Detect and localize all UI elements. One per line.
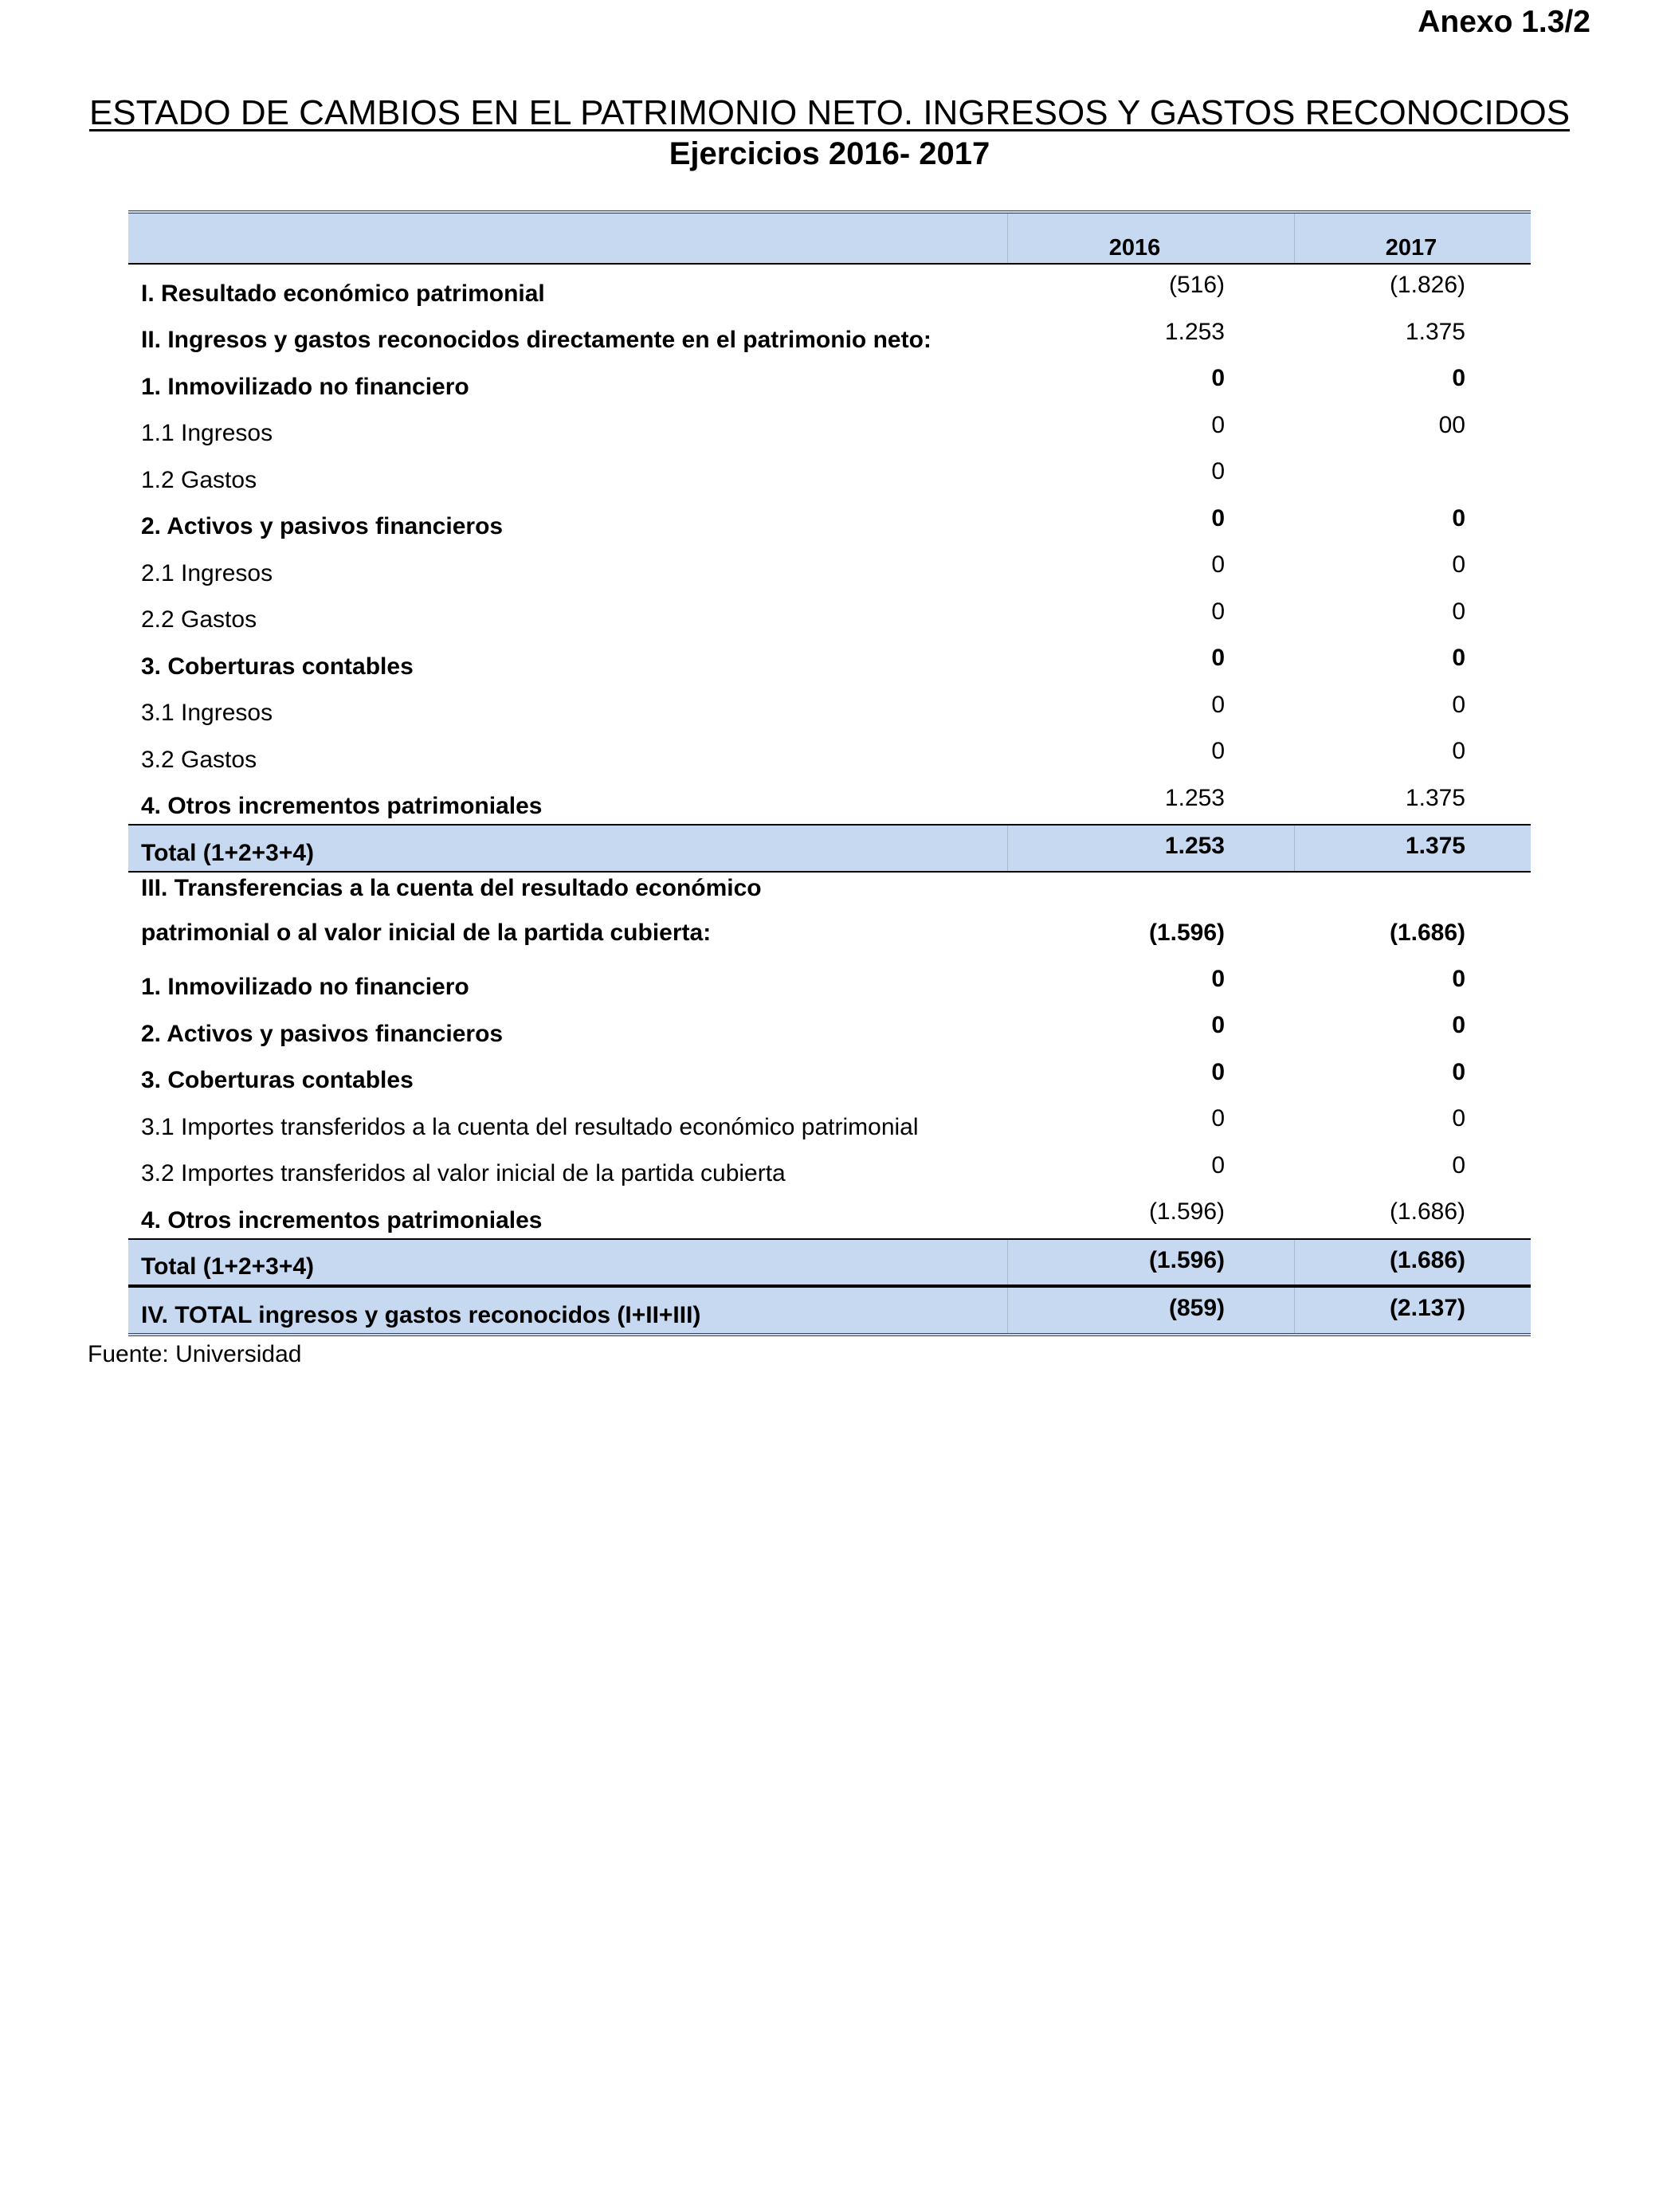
table-row	[128, 1052, 1531, 1099]
value-2017: 00	[1438, 411, 1465, 438]
row-label: I. Resultado económico patrimonial	[141, 280, 545, 307]
page-title: ESTADO DE CAMBIOS EN EL PATRIMONIO NETO. INGRESOS Y GASTOS RECONOCIDOS	[88, 93, 1571, 132]
value-2016: 1.253	[1164, 784, 1225, 811]
table-row	[128, 265, 1531, 312]
value-2017: 0	[1452, 691, 1465, 718]
value-2017: 0	[1452, 1105, 1465, 1131]
table-row	[128, 591, 1531, 638]
page-subtitle: Ejercicios 2016- 2017	[669, 136, 990, 171]
row-label: 3. Coberturas contables	[141, 1067, 414, 1093]
value-2016: (859)	[1168, 1295, 1225, 1321]
equity-statement-table	[128, 210, 1531, 1336]
source-note: Fuente: Universidad	[88, 1341, 302, 1367]
value-2016: 0	[1211, 551, 1225, 578]
value-2016: 0	[1211, 691, 1225, 718]
row-label: 3.1 Ingresos	[141, 700, 273, 726]
value-2016: 0	[1211, 645, 1225, 671]
column-divider	[1007, 826, 1008, 871]
column-divider	[1007, 214, 1008, 263]
row-label: II. Ingresos y gastos reconocidos directamente en el patrimonio neto:	[141, 327, 931, 353]
table-row	[128, 1098, 1531, 1145]
table-row	[128, 544, 1531, 591]
table-header	[128, 210, 1531, 265]
value-2017: (2.137)	[1389, 1295, 1465, 1321]
table-row	[128, 778, 1531, 825]
column-divider	[1294, 826, 1295, 871]
row-label: 1.1 Ingresos	[141, 420, 273, 446]
value-2017: 0	[1452, 645, 1465, 671]
column-divider	[1007, 1288, 1008, 1333]
column-header-2016: 2016	[1108, 235, 1161, 261]
column-header-2017: 2017	[1385, 235, 1437, 261]
table-row	[128, 1005, 1531, 1052]
table-row	[128, 637, 1531, 684]
table-row	[128, 451, 1531, 498]
table-row	[128, 731, 1531, 778]
value-2017: (1.826)	[1389, 272, 1465, 298]
table-row	[128, 312, 1531, 359]
annex-number: Anexo 1.3/2	[1418, 5, 1590, 39]
value-2017: 1.375	[1405, 318, 1465, 345]
value-2016: (516)	[1168, 272, 1225, 298]
value-2016: 1.253	[1164, 833, 1225, 859]
value-2017: 0	[1452, 365, 1465, 391]
value-2016: 0	[1211, 738, 1225, 764]
total-row	[128, 1238, 1531, 1287]
value-2017: 0	[1452, 965, 1465, 992]
grand-total-row	[128, 1286, 1531, 1336]
value-2016: 0	[1211, 1058, 1225, 1085]
value-2016: 0	[1211, 1105, 1225, 1131]
value-2016: (1.596)	[1148, 1198, 1225, 1225]
value-2016: (1.596)	[1148, 919, 1225, 946]
value-2017: (1.686)	[1389, 1246, 1465, 1273]
value-2016: 0	[1211, 965, 1225, 992]
value-2016: 1.253	[1164, 318, 1225, 345]
value-2016: (1.596)	[1148, 1246, 1225, 1273]
row-label: III. Transferencias a la cuenta del resultado económico patrimonial o al valor inicial de la partida cubierta:	[141, 874, 762, 946]
row-label: IV. TOTAL ingresos y gastos reconocidos (I+II+III)	[141, 1301, 701, 1328]
value-2017: (1.686)	[1389, 1198, 1465, 1225]
value-2016: 0	[1211, 504, 1225, 531]
value-2017: (1.686)	[1389, 919, 1465, 946]
value-2017: 0	[1452, 551, 1465, 578]
row-label: 4. Otros incrementos patrimoniales	[141, 1206, 543, 1233]
row-label: 2. Activos y pasivos financieros	[141, 1020, 504, 1047]
row-label: 3.2 Gastos	[141, 746, 257, 773]
value-2016: 0	[1211, 1012, 1225, 1038]
row-label: 1. Inmovilizado no financiero	[141, 373, 469, 400]
row-label: 2.2 Gastos	[141, 606, 257, 633]
row-label: 3. Coberturas contables	[141, 653, 414, 680]
row-label: 1.2 Gastos	[141, 466, 257, 493]
value-2017: 0	[1452, 1151, 1465, 1179]
value-2017: 1.375	[1405, 833, 1465, 859]
column-divider	[1294, 1240, 1295, 1285]
row-label: Total (1+2+3+4)	[141, 1253, 315, 1280]
column-divider	[1294, 1288, 1295, 1333]
table-row	[128, 873, 1531, 959]
row-label: 3.2 Importes transferidos al valor inicial de la partida cubierta	[141, 1160, 786, 1186]
value-2017: 0	[1452, 598, 1465, 625]
row-label: 2. Activos y pasivos financieros	[141, 513, 504, 539]
total-row	[128, 824, 1531, 873]
value-2017: 0	[1452, 1058, 1465, 1085]
row-label: 4. Otros incrementos patrimoniales	[141, 793, 543, 819]
row-label: 3.1 Importes transferidos a la cuenta del resultado económico patrimonial	[141, 1113, 919, 1140]
table-row	[128, 684, 1531, 731]
column-divider	[1294, 214, 1295, 263]
value-2016: 0	[1211, 1151, 1225, 1179]
value-2016: 0	[1211, 458, 1225, 484]
table-row	[128, 358, 1531, 405]
value-2016: 0	[1211, 365, 1225, 391]
row-label: 2.1 Ingresos	[141, 559, 273, 586]
row-label: Total (1+2+3+4)	[141, 839, 315, 866]
value-2016: 0	[1211, 411, 1225, 438]
value-2017: 0	[1452, 738, 1465, 764]
table-row	[128, 959, 1531, 1006]
row-label: 1. Inmovilizado no financiero	[141, 974, 469, 1000]
value-2017: 1.375	[1405, 784, 1465, 811]
table-row	[128, 498, 1531, 545]
table-row	[128, 1145, 1531, 1192]
value-2017: 0	[1452, 1012, 1465, 1038]
table-row	[128, 405, 1531, 452]
value-2016: 0	[1211, 598, 1225, 625]
column-divider	[1007, 1240, 1008, 1285]
value-2017: 0	[1452, 504, 1465, 531]
table-row	[128, 1191, 1531, 1238]
